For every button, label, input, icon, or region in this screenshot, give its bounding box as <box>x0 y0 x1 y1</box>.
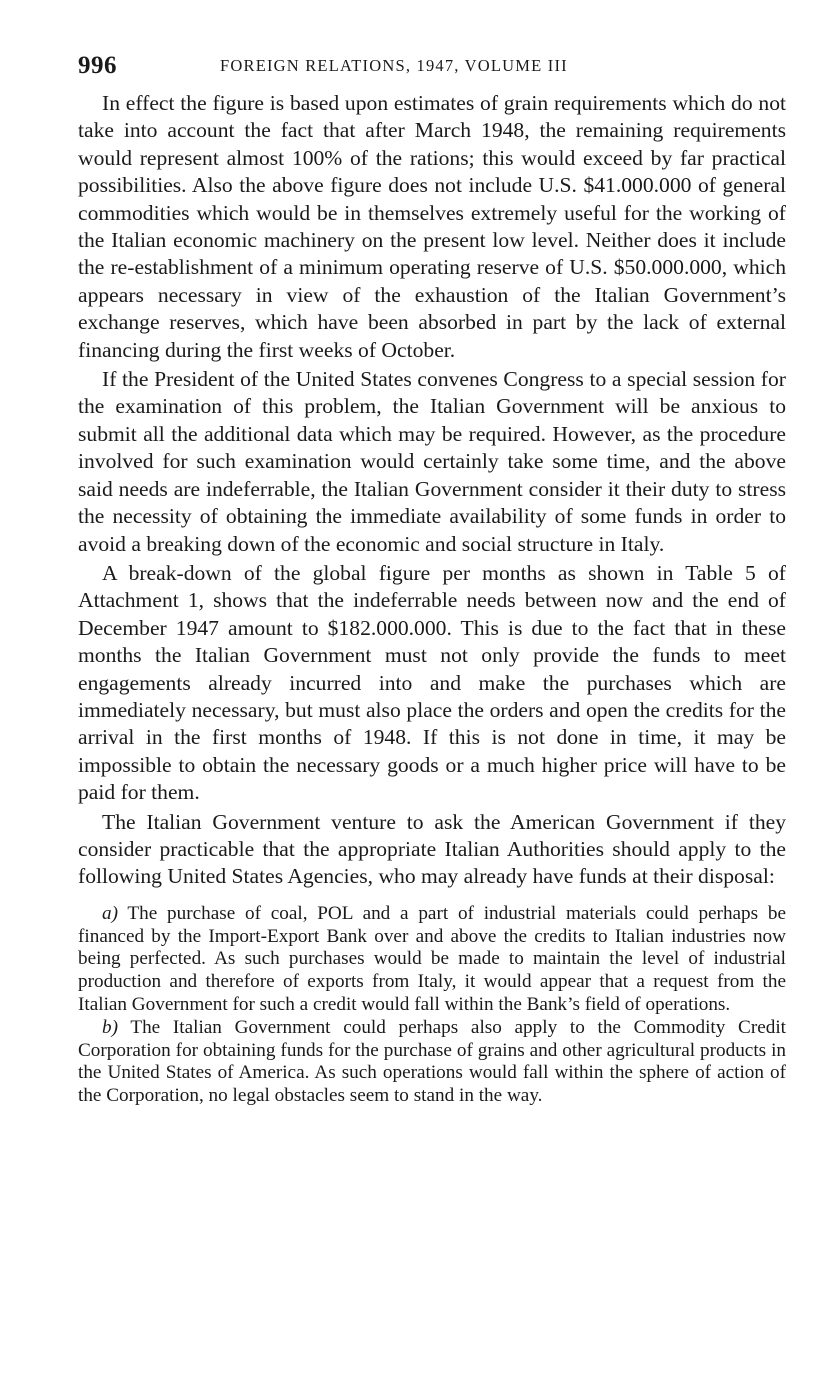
page-header <box>78 50 786 86</box>
subparagraph-marker: b) <box>102 1016 118 1038</box>
body-paragraph: A break-down of the global figure per months as shown in Table 5 of Attachment 1, shows that the indeferrable needs between now and the end of December 1947 amount to $182.000.000. This is due to the fact that in these months the Italian Government must not only provide the funds to meet engagements already incurred into and make the purchases which are immediately necessary, but must also place the orders and open the credits for the arrival in the first months of 1948. If this is not done in time, it may be impossible to obtain the necessary goods or a much higher price will have to be paid for them. <box>78 560 786 805</box>
document-page <box>78 50 786 1108</box>
body-paragraph: In effect the figure is based upon estimates of grain requirements which do not take into account the fact that after March 1948, the remaining requirements would represent almost 100% of the rations; this would exceed by far practical possibilities. Also the above figure does not include U.S. $41.000.000 of general commodities which would be in themselves extremely useful for the working of the Italian economic machinery on the present low level. Neither does it include the re-establishment of a minimum operating reserve of U.S. $50.000.000, which appears necessary in view of the exhaustion of the Italian Government’s exchange reserves, which have been absorbed in part by the lack of external financing during the first weeks of October. <box>78 91 786 362</box>
subparagraph-text: The Italian Government could perhaps also apply to the Commodity Credit Corporation for obtaining funds for the purchase of grains and other agricultural products in the United States of America. As such operations would fall within the sphere of action of the Corporation, no legal obstacles seem to stand in the way. <box>78 1016 786 1107</box>
page-number: 996 <box>78 52 117 79</box>
subparagraph-text: The purchase of coal, POL and a part of industrial materials could perhaps be financed by the Import-Export Bank over and above the credits to Italian industries now being perfected. As such purchases would be made to maintain the level of industrial production and therefore of exports from Italy, it would appear that a request from the Italian Government for such a credit would fall within the Bank’s field of operations. <box>78 902 786 1015</box>
subparagraph-b <box>78 1017 786 1108</box>
running-head: FOREIGN RELATIONS, 1947, VOLUME III <box>220 56 568 75</box>
body-paragraph: If the President of the United States convenes Congress to a special session for the examination of this problem, the Italian Government will be anxious to submit all the additional data which may be required. However, as the procedure involved for such examination would certainly take some time, and the above said needs are indeferrable, the Italian Government consider it their duty to stress the necessity of obtaining the immediate availability of some funds in order to avoid a breaking down of the economic and social structure in Italy. <box>78 367 786 556</box>
body-paragraph: The Italian Government venture to ask the American Government if they consider practicable that the appropriate Italian Authorities should apply to the following United States Agencies, who may already have funds at their disposal: <box>78 809 786 889</box>
subparagraph-marker: a) <box>102 902 118 924</box>
subparagraph-a <box>78 903 786 1017</box>
